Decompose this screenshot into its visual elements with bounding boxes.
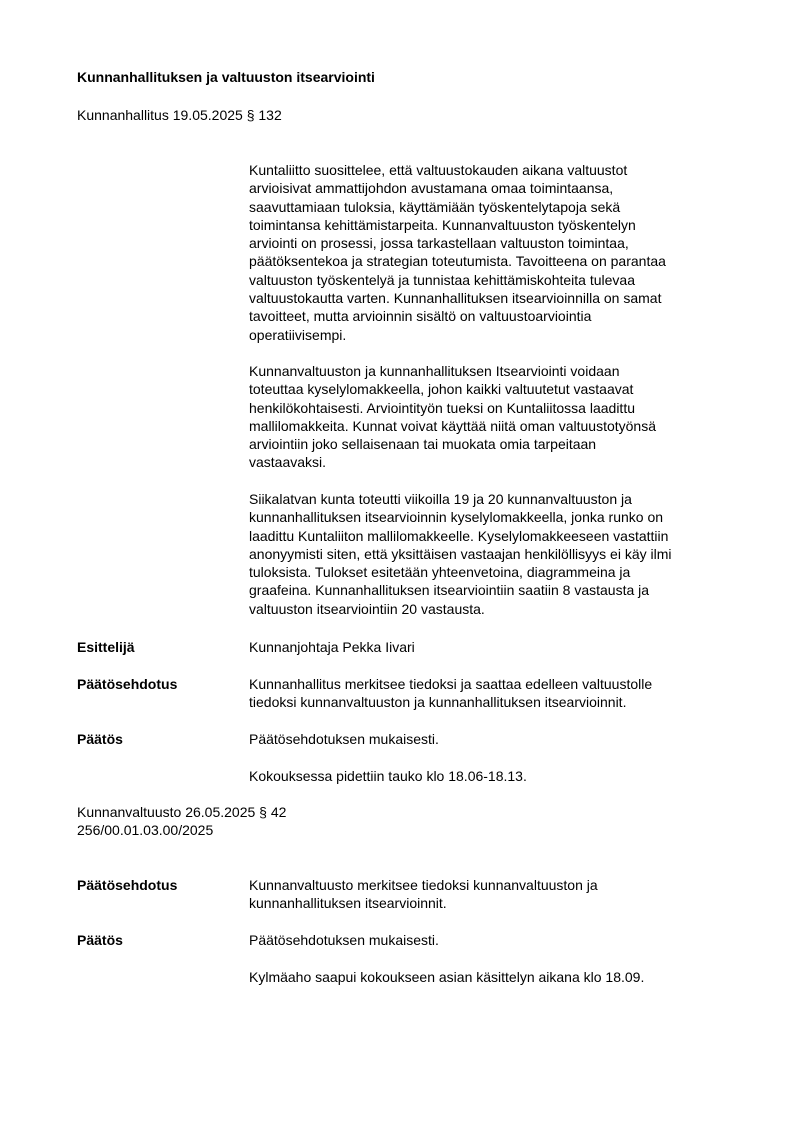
text-line: kunnanhallituksen itsearvioinnit. (249, 895, 447, 912)
text-line: graafeina. Kunnanhallituksen itsearviointiin saatiin 8 vastausta ja (249, 582, 650, 599)
kv-decision-value: Päätösehdotuksen mukaisesti. (249, 932, 439, 948)
text-line: toteuttaa kyselylomakkeella, johon kaikki valtuutetut vastaavat (249, 381, 634, 398)
kh-proposal-label: Päätösehdotus (77, 676, 178, 692)
record-number: 256/00.01.03.00/2025 (77, 822, 214, 838)
kv-decision-note: Kylmäaho saapui kokoukseen asian käsittelyn aikana klo 18.09. (249, 969, 645, 985)
text-line: saavuttamiaan tuloksia, käyttämiään työskentelytapoja sekä (249, 198, 621, 215)
text-line: arvioisivat ammattijohdon avustamana omaa toimintaansa, (249, 180, 614, 197)
kh-decision-note: Kokouksessa pidettiin tauko klo 18.06-18.13. (249, 768, 527, 784)
text-line: valtuuston työskentelyä ja tunnistaa kehittämiskohteita tulevaa (249, 271, 636, 288)
text-line: valtuustokautta varten. Kunnanhallituksen itsearvioinnilla on samat (249, 290, 662, 307)
text-line: laadittu Kuntaliiton mallilomakkeelle. Kyselylomakkeeseen vastattiin (249, 527, 669, 544)
kv-proposal-text (249, 876, 598, 913)
text-line: Kunnanhallitus merkitsee tiedoksi ja saattaa edelleen valtuustolle (249, 676, 653, 692)
text-line: arviointiin joko sellaisenaan tai muokata omia tarpeitaan (249, 436, 597, 453)
text-line: päätöksentekoa ja strategian toteutumista. Tavoitteena on parantaa (249, 253, 666, 270)
kh-meeting-reference: Kunnanhallitus 19.05.2025 § 132 (77, 107, 282, 123)
text-line: Kunnanvaltuuston ja kunnanhallituksen Itsearviointi voidaan (249, 363, 620, 379)
presenter-label: Esittelijä (77, 639, 135, 655)
text-line: arviointi on prosessi, jossa tarkastellaan valtuuston toimintaa, (249, 235, 629, 252)
text-line: kunnanhallituksen itsearvioinnin kyselylomakkeella, jonka runko on (249, 509, 664, 526)
text-line: tiedoksi kunnanvaltuuston ja kunnanhallituksen itsearvioinnit. (249, 694, 627, 711)
text-line: valtuuston itsearviointiin 20 vastausta. (249, 600, 485, 617)
text-line: anonyymisti siten, että yksittäisen vastaajan henkilöllisyys ei käy ilmi (249, 545, 672, 562)
document-title: Kunnanhallituksen ja valtuuston itsearviointi (77, 69, 375, 85)
kv-meeting-reference: Kunnanvaltuusto 26.05.2025 § 42 (77, 804, 287, 820)
text-line: Siikalatvan kunta toteutti viikoilla 19 ja 20 kunnanvaltuuston ja (249, 491, 632, 507)
body-paragraph-1 (249, 161, 739, 344)
body-paragraph-3 (249, 490, 739, 618)
kh-decision-label: Päätös (77, 731, 123, 747)
text-line: henkilökohtaisesti. Arviointityön tueksi on Kuntaliitossa laadittu (249, 399, 635, 416)
text-line: toimintansa kehittämistarpeita. Kunnanvaltuuston työskentelyn (249, 216, 636, 233)
presenter-value: Kunnanjohtaja Pekka Iivari (249, 639, 415, 655)
text-line: tuloksista. Tulokset esitetään yhteenvetoina, diagrammeina ja (249, 564, 631, 581)
text-line: Kuntaliitto suosittelee, että valtuustokauden aikana valtuustot (249, 162, 628, 178)
kh-decision-value: Päätösehdotuksen mukaisesti. (249, 731, 439, 747)
kh-proposal-text (249, 675, 652, 712)
kv-decision-label: Päätös (77, 932, 123, 948)
text-line: operatiivisempi. (249, 326, 347, 343)
kv-proposal-label: Päätösehdotus (77, 877, 178, 893)
text-line: Kunnanvaltuusto merkitsee tiedoksi kunnanvaltuuston ja (249, 877, 598, 893)
text-line: tavoitteet, mutta arvioinnin sisältö on valtuustoarviointia (249, 308, 592, 325)
text-line: mallilomakkeita. Kunnat voivat käyttää niitä oman valtuustotyönsä (249, 417, 656, 434)
body-paragraph-2 (249, 362, 739, 472)
text-line: vastaavaksi. (249, 454, 327, 471)
